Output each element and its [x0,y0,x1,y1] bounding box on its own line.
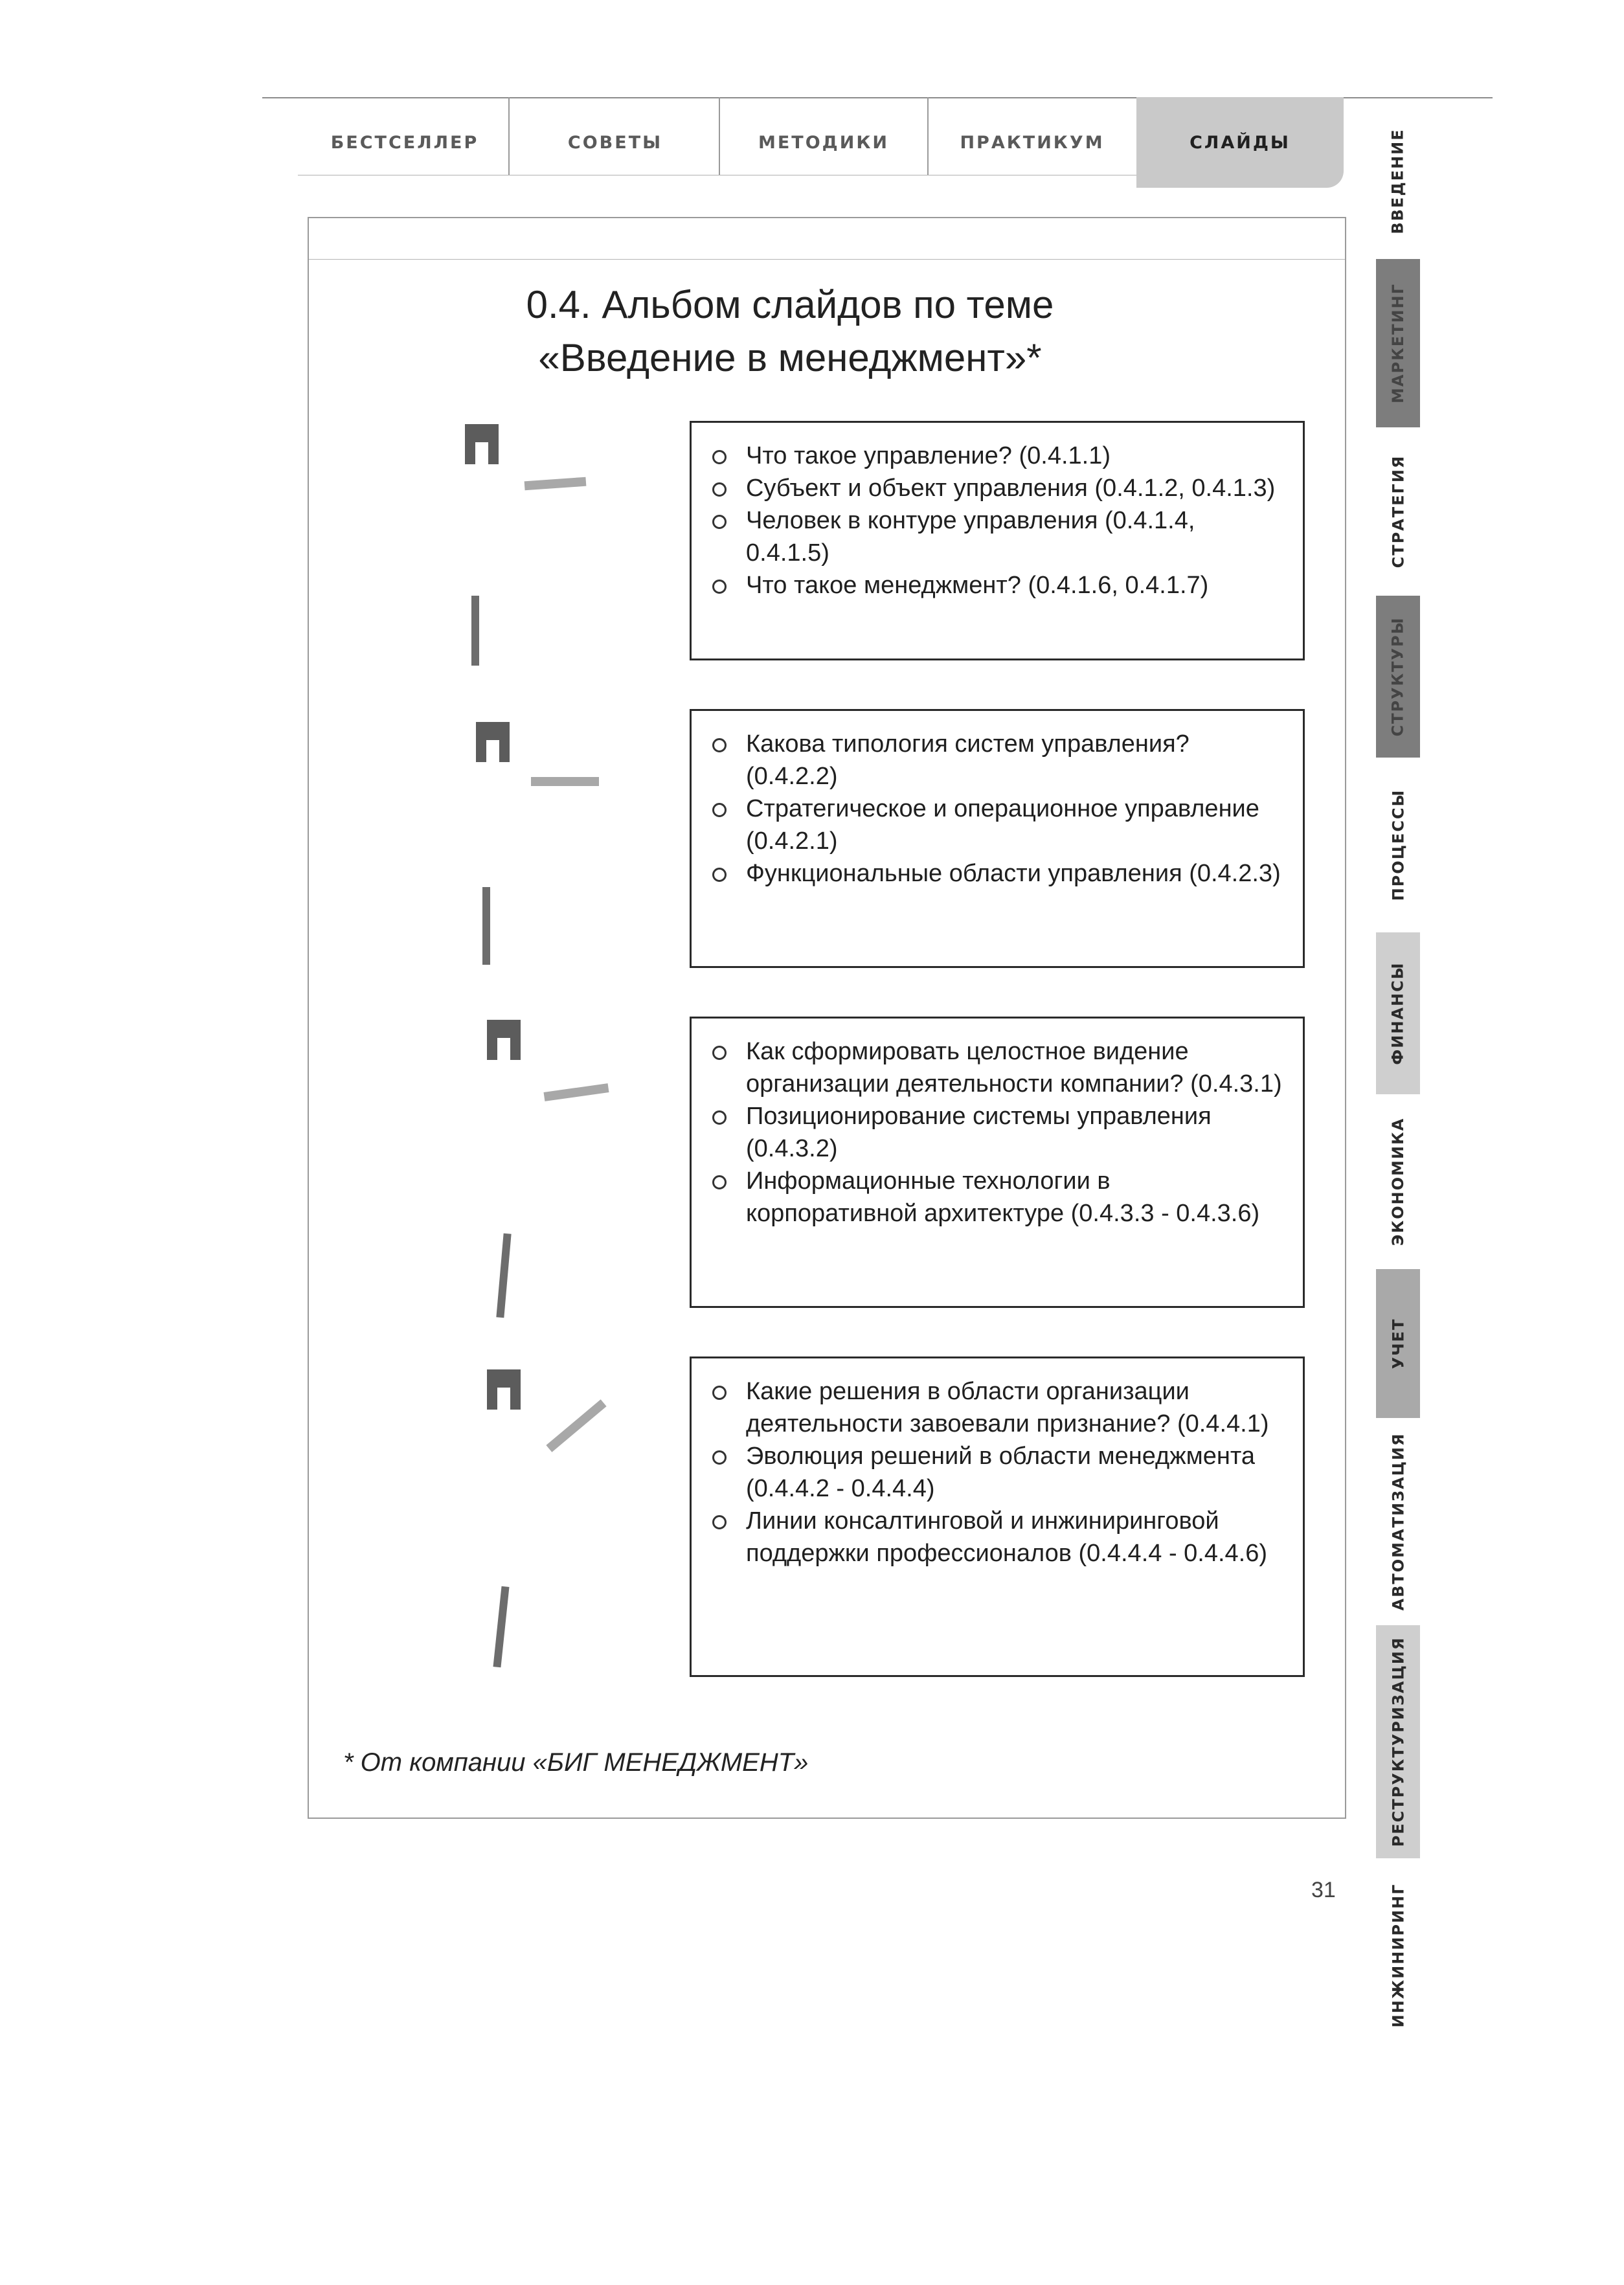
list-item [710,504,1283,569]
list-item [710,793,1283,857]
slide-box-4 [690,1356,1305,1677]
nav-tab-metodiki[interactable]: МЕТОДИКИ [758,132,889,153]
slide-icon-bar [471,596,479,666]
bullet-circle-icon [712,450,727,464]
side-tab-label: АВТОМАТИЗАЦИЯ [1389,1432,1408,1611]
slide-icon-dash [531,777,599,786]
list-item-text: Какие решения в области организации деятельности завоевали признание? (0.4.4.1) [746,1378,1269,1437]
side-tab-label: УЧЕТ [1389,1318,1408,1369]
list-item-text: Что такое менеджмент? (0.4.1.6, 0.4.1.7) [746,572,1209,599]
bullet-circle-icon [712,868,727,882]
list-item [710,569,1283,602]
nav-tab-slaydy[interactable]: СЛАЙДЫ [1136,97,1344,188]
side-tab-label: ФИНАНСЫ [1389,962,1407,1065]
bullet-circle-icon [712,1386,727,1400]
list-item-text: Субъект и объект управления (0.4.1.2, 0.4.1.3) [746,475,1276,502]
side-tab-uchet[interactable] [1376,1269,1420,1418]
bullet-circle-icon [712,1110,727,1125]
side-tab-finansy[interactable] [1376,932,1420,1094]
bullet-circle-icon [712,1450,727,1465]
side-tab-label: МАРКЕТИНГ [1389,283,1407,403]
side-tab-label: ПРОЦЕССЫ [1389,789,1407,901]
bullet-circle-icon [712,1175,727,1189]
list-item-text: Человек в контуре управления (0.4.1.4, 0.4.1.5) [746,507,1195,567]
list-item-text: Стратегическое и операционное управление (0.4.2.1) [746,795,1259,855]
list-item [710,1165,1283,1230]
list-item [710,440,1283,472]
page-number: 31 [1311,1878,1336,1902]
nav-tab-praktikum[interactable]: ПРАКТИКУМ [960,132,1105,153]
list-item-text: Линии консалтинговой и инжиниринговой поддержки профессионалов (0.4.4.4 - 0.4.4.6) [746,1507,1268,1567]
list-item [710,472,1283,504]
side-tab-avtomatizatsiya[interactable] [1376,1418,1420,1625]
side-tab-label: СТРАТЕГИЯ [1389,455,1407,568]
list-item [710,1035,1283,1100]
slide-icon [476,722,510,762]
nav-separator [508,97,510,175]
list-item-text: Функциональные области управления (0.4.2.3) [746,860,1281,887]
side-tab-label: СТРУКТУРЫ [1389,616,1407,737]
list-item [710,1505,1283,1570]
bullet-circle-icon [712,482,727,497]
slide-icon [487,1369,521,1410]
title-line-2: «Введение в менеджмент»* [538,336,1042,379]
side-tab-vvedenie[interactable] [1376,104,1420,259]
slide-icon [487,1020,521,1060]
bullet-circle-icon [712,515,727,529]
side-tab-label: ЭКОНОМИКА [1389,1117,1407,1246]
list-item-text: Какова типология систем управления? (0.4.2.2) [746,730,1190,790]
side-tab-protsessy[interactable] [1376,758,1420,932]
nav-tab-sovety[interactable]: СОВЕТЫ [567,132,663,153]
list-item [710,728,1283,793]
list-item-text: Как сформировать целостное видение организации деятельности компании? (0.4.3.1) [746,1038,1282,1097]
slide-box-3 [690,1017,1305,1308]
title-line-1: 0.4. Альбом слайдов по теме [526,283,1054,326]
list-item [710,1440,1283,1505]
slide-icon-bar [482,887,490,965]
bullet-circle-icon [712,803,727,817]
side-tab-marketing[interactable] [1376,259,1420,427]
bullet-circle-icon [712,1046,727,1060]
bullet-circle-icon [712,1515,727,1529]
side-tab-inzhiniring[interactable] [1376,1858,1420,2053]
side-tab-label: РЕСТРУКТУРИЗАЦИЯ [1389,1636,1407,1847]
list-item-text: Что такое управление? (0.4.1.1) [746,442,1111,469]
list-item [710,857,1283,890]
slide-icon [465,424,499,464]
nav-tab-bestseller[interactable]: БЕСТСЕЛЛЕР [330,132,479,153]
side-tab-label: ИНЖИНИРИНГ [1389,1883,1407,2028]
side-tab-ekonomika[interactable] [1376,1094,1420,1269]
page-title [363,278,1217,385]
list-item [710,1375,1283,1440]
list-item-text: Информационные технологии в корпоративной архитектуре (0.4.3.3 - 0.4.3.6) [746,1167,1260,1227]
footnote: * От компании «БИГ МЕНЕДЖМЕНТ» [343,1748,809,1777]
slide-box-2 [690,709,1305,968]
frame-inner-rule [309,259,1345,260]
list-item-text: Эволюция решений в области менеджмента (0.4.4.2 - 0.4.4.4) [746,1443,1255,1502]
bullet-circle-icon [712,580,727,594]
side-tab-restrukturizatsiya[interactable] [1376,1625,1420,1858]
side-tab-label: ВВЕДЕНИЕ [1389,128,1408,234]
side-tab-strategiya[interactable] [1376,427,1420,596]
list-item [710,1100,1283,1165]
bullet-circle-icon [712,738,727,752]
side-tab-struktury[interactable] [1376,596,1420,758]
slide-box-1 [690,421,1305,660]
list-item-text: Позиционирование системы управления (0.4.3.2) [746,1103,1212,1162]
